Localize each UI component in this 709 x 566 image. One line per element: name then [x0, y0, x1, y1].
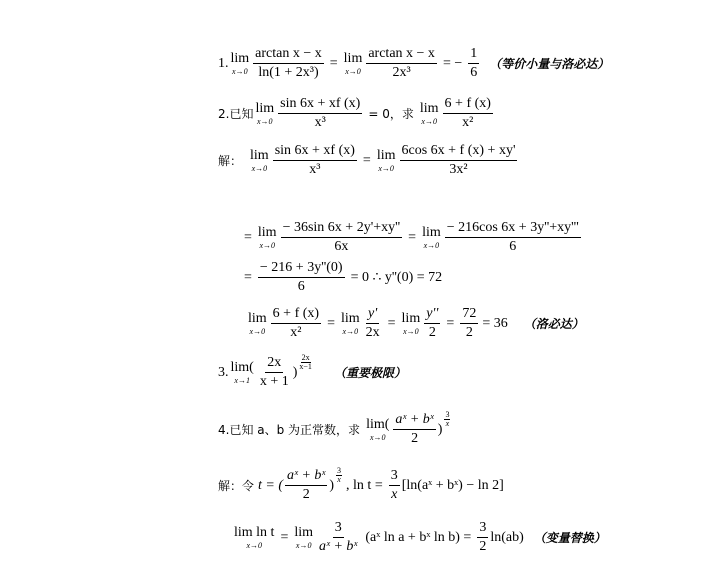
- denominator: x²: [462, 115, 474, 131]
- numerator: 6 + f (x): [443, 96, 493, 114]
- lim-sub: x→0: [369, 432, 386, 442]
- fraction: [424, 306, 440, 341]
- numerator: aˣ + bˣ: [393, 412, 435, 430]
- lim-word: lim: [419, 100, 439, 116]
- denominator: 2x³: [392, 65, 411, 81]
- numerator: 1: [468, 46, 479, 64]
- lim-sub: x→0: [403, 326, 419, 336]
- limit: [420, 102, 439, 126]
- derivative-expression: (aˣ ln a + bˣ ln b) =: [365, 529, 472, 545]
- denominator: 2: [479, 539, 487, 555]
- lim-sub: x→0: [249, 326, 266, 336]
- numerator: sin 6x + xf (x): [278, 96, 362, 114]
- denominator: 6x: [334, 239, 349, 255]
- limit: [258, 226, 277, 250]
- equals: =: [244, 229, 252, 245]
- fraction: [445, 220, 581, 255]
- denominator: 2: [465, 325, 473, 341]
- lim-sub: x→0: [295, 540, 312, 550]
- lim-word: lim: [250, 147, 269, 163]
- lim-word: lim(: [230, 359, 254, 375]
- lim-sub: x→0: [251, 163, 268, 173]
- denominator: x³: [314, 115, 326, 131]
- limit: [341, 312, 360, 336]
- method-note: （等价小量与洛必达）: [489, 57, 610, 72]
- method-note: （重要极限）: [333, 366, 406, 381]
- close-paren: ): [329, 477, 335, 493]
- lim-sub: x→0: [421, 116, 437, 126]
- limit: [422, 226, 441, 250]
- numerator: − 216 + 3y''(0): [258, 260, 345, 278]
- limit: [250, 149, 269, 173]
- numerator: 2x: [265, 355, 283, 373]
- lim-word: lim ln t: [234, 524, 275, 540]
- log-expression: , ln t =: [346, 477, 383, 493]
- exponent-numerator: 3: [337, 466, 342, 476]
- exponent-denominator: x−1: [299, 362, 312, 372]
- exponent: [336, 467, 342, 484]
- limit: [366, 418, 389, 442]
- lim-word: lim: [376, 147, 396, 163]
- numerator: 72: [460, 306, 478, 324]
- fraction: [253, 46, 324, 81]
- solution-4-step-1: [218, 468, 504, 503]
- equals: =: [280, 529, 289, 545]
- problem-3: [218, 355, 406, 390]
- numerator: arctan x − x: [253, 46, 324, 64]
- lim-word: lim: [340, 310, 360, 326]
- numerator: y': [366, 306, 379, 324]
- numerator: 3: [389, 468, 400, 486]
- equals-minus: = −: [442, 55, 463, 71]
- lim-word: lim: [422, 224, 441, 240]
- close-paren: ): [437, 421, 443, 437]
- denominator: 2: [411, 431, 419, 447]
- limit: [344, 52, 363, 76]
- fraction: [258, 355, 291, 390]
- problem-3-label: 3.: [218, 364, 229, 380]
- lim-sub: x→0: [378, 163, 394, 173]
- denominator: 6: [470, 65, 478, 81]
- lim-sub: x→0: [257, 116, 273, 126]
- limit: [248, 312, 267, 336]
- problem-4: [218, 412, 450, 447]
- exponent-denominator: x: [337, 475, 341, 485]
- lim-sub: x→0: [423, 240, 440, 250]
- lim-word: lim: [230, 50, 250, 66]
- fraction: [364, 306, 382, 341]
- fraction: [366, 46, 437, 81]
- denominator: x³: [309, 162, 321, 178]
- lim-word: lim: [294, 524, 314, 540]
- exponent: [299, 354, 312, 371]
- fraction: [389, 468, 400, 503]
- fraction: [273, 143, 357, 178]
- numerator: − 36sin 6x + 2y'+xy'': [281, 220, 403, 238]
- solution-2-step-3: [244, 260, 442, 295]
- lim-sub: x→0: [232, 66, 248, 76]
- fraction: [285, 468, 327, 503]
- exponent: [444, 411, 450, 428]
- problem-1: [218, 46, 609, 81]
- numerator: − 216cos 6x + 3y''+xy''': [445, 220, 581, 238]
- denominator: 3x²: [449, 162, 468, 178]
- numerator: arctan x − x: [366, 46, 437, 64]
- equals: =: [327, 315, 335, 331]
- problem-2: [218, 96, 495, 131]
- fraction: [460, 306, 478, 341]
- conclusion: = 0 ∴ y''(0) = 72: [350, 270, 443, 286]
- denominator: 6: [509, 239, 517, 255]
- denominator: aˣ + bˣ: [319, 539, 358, 555]
- fraction: [281, 220, 403, 255]
- numerator: aˣ + bˣ: [285, 468, 327, 486]
- equals: =: [446, 315, 455, 331]
- numerator: 6cos 6x + f (x) + xy': [400, 143, 518, 161]
- exponent-denominator: x: [445, 419, 450, 429]
- solution-2-step-2: [244, 220, 583, 255]
- limit: [402, 312, 421, 336]
- lim-sub: x→0: [345, 66, 361, 76]
- denominator: 2: [302, 487, 310, 503]
- numerator: y'': [424, 306, 440, 324]
- equals: =: [362, 152, 371, 168]
- limit: [377, 149, 396, 173]
- lim-sub: x→0: [259, 240, 276, 250]
- problem-1-label: 1.: [218, 55, 229, 71]
- solution-label: 解：令: [218, 479, 255, 494]
- exponent-numerator: 2x: [301, 353, 310, 363]
- method-note: （洛必达）: [523, 317, 584, 332]
- denominator: x²: [290, 325, 302, 341]
- substitution: t = (: [258, 477, 284, 493]
- fraction: [271, 306, 321, 341]
- limit: [255, 102, 274, 126]
- limit: [231, 52, 250, 76]
- lim-word: lim(: [366, 416, 390, 432]
- result: ln(ab): [490, 529, 524, 545]
- numerator: 6 + f (x): [271, 306, 321, 324]
- numerator: sin 6x + xf (x): [273, 143, 357, 161]
- lim-word: lim: [401, 310, 421, 326]
- condition-text: = 0，求: [368, 107, 414, 122]
- limit: [231, 361, 254, 385]
- fraction: [393, 412, 435, 447]
- problem-4-label: 4.已知 a、b 为正常数，求: [218, 423, 361, 438]
- close-paren: ): [292, 364, 298, 380]
- fraction: [258, 260, 345, 295]
- problem-2-label: 2.已知: [218, 107, 254, 122]
- lim-sub: x→0: [342, 326, 359, 336]
- lim-word: lim: [255, 100, 275, 116]
- fraction: [278, 96, 362, 131]
- numerator: 3: [333, 520, 344, 538]
- limit: [234, 526, 274, 550]
- solution-2-step-1: [218, 143, 519, 178]
- lim-sub: x→1: [234, 375, 250, 385]
- fraction: [477, 520, 488, 555]
- denominator: x: [391, 487, 398, 503]
- fraction: [443, 96, 493, 131]
- lim-word: lim: [343, 50, 363, 66]
- numerator: 3: [477, 520, 488, 538]
- denominator: 2x: [365, 325, 380, 341]
- method-note: （变量替换）: [533, 531, 606, 546]
- result: = 36: [482, 315, 508, 331]
- solution-2-step-4: [246, 306, 584, 341]
- fraction: [400, 143, 518, 178]
- equals: =: [408, 229, 417, 245]
- denominator: 6: [297, 279, 305, 295]
- equals: =: [244, 269, 252, 285]
- denominator: x + 1: [259, 374, 289, 390]
- equals: =: [329, 55, 338, 71]
- limit: [294, 526, 313, 550]
- equals: =: [387, 315, 396, 331]
- lim-sub: x→0: [246, 540, 262, 550]
- fraction: [468, 46, 479, 81]
- fraction: [317, 520, 359, 555]
- solution-label: 解：: [218, 154, 243, 169]
- lim-word: lim: [248, 310, 267, 326]
- exponent-numerator: 3: [445, 410, 450, 420]
- solution-4-step-2: [232, 520, 606, 555]
- bracket-expression: [ln(aˣ + bˣ) − ln 2]: [401, 477, 504, 493]
- lim-word: lim: [257, 224, 277, 240]
- denominator: 2: [428, 325, 436, 341]
- denominator: ln(1 + 2x³): [258, 65, 319, 81]
